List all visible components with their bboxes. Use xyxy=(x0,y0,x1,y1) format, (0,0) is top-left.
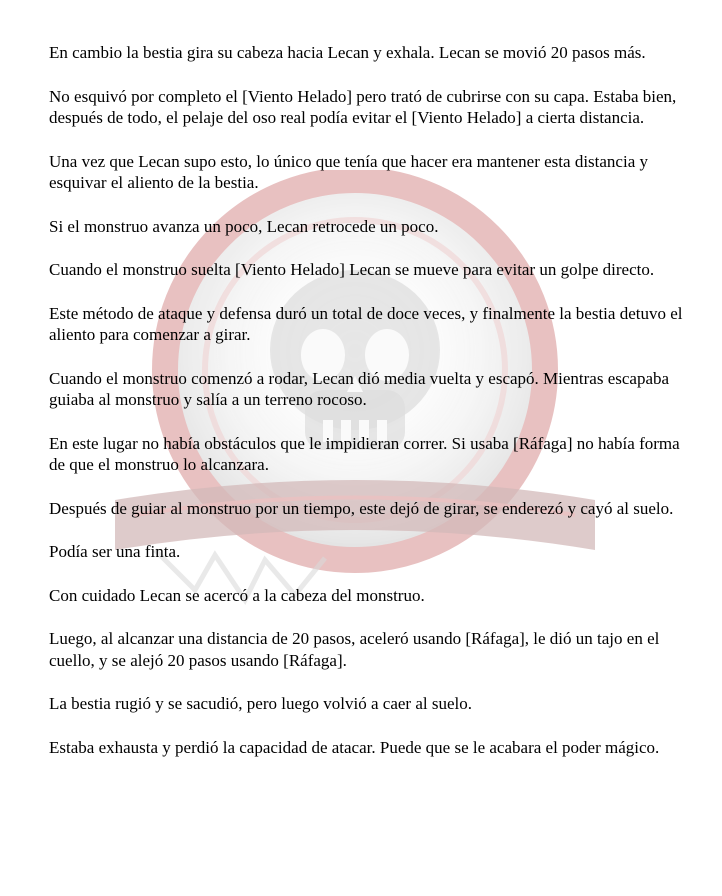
paragraph: En cambio la bestia gira su cabeza hacia Lecan y exhala. Lecan se movió 20 pasos más. xyxy=(49,43,646,62)
paragraph: La bestia rugió y se sacudió, pero luego volvió a caer al suelo. xyxy=(49,694,472,713)
paragraph: En este lugar no había obstáculos que le impidieran correr. Si usaba [Ráfaga] no había forma de que el monstruo lo alcanzara. xyxy=(49,433,680,474)
paragraph: Estaba exhausta y perdió la capacidad de atacar. Puede que se le acabara el poder mágico. xyxy=(49,737,660,757)
paragraph: Podía ser una finta. xyxy=(49,542,181,561)
paragraph: Luego, al alcanzar una distancia de 20 pasos, aceleró usando [Ráfaga], le dió un tajo en el cuello, y se alejó 20 pasos usando [Ráfaga]. xyxy=(49,629,660,670)
paragraph: Con cuidado Lecan se acercó a la cabeza del monstruo. xyxy=(49,585,425,605)
paragraph: No esquivó por completo el [Viento Helado] pero trató de cubrirse con su capa. Estaba bien, después de todo, el pelaje del oso real podía evitar el [Viento Helado] a cierta distancia. xyxy=(49,86,677,127)
paragraph: Este método de ataque y defensa duró un total de doce veces, y finalmente la bestia detuvo el aliento para comenzar a girar. xyxy=(49,303,683,344)
paragraph: Cuando el monstruo suelta [Viento Helado] Lecan se mueve para evitar un golpe directo. xyxy=(49,260,655,279)
paragraph: Si el monstruo avanza un poco, Lecan retrocede un poco. xyxy=(49,216,439,236)
paragraph: Después de guiar al monstruo por un tiempo, este dejó de girar, se enderezó y cayó al suelo. xyxy=(49,498,674,518)
paragraph: Cuando el monstruo comenzó a rodar, Lecan dió media vuelta y escapó. Mientras escapaba guiaba al monstruo y salía a un terreno rocoso. xyxy=(49,368,670,409)
document-body xyxy=(49,42,689,780)
paragraph: Una vez que Lecan supo esto, lo único que tenía que hacer era mantener esta distancia y esquivar el aliento de la bestia. xyxy=(49,151,648,192)
